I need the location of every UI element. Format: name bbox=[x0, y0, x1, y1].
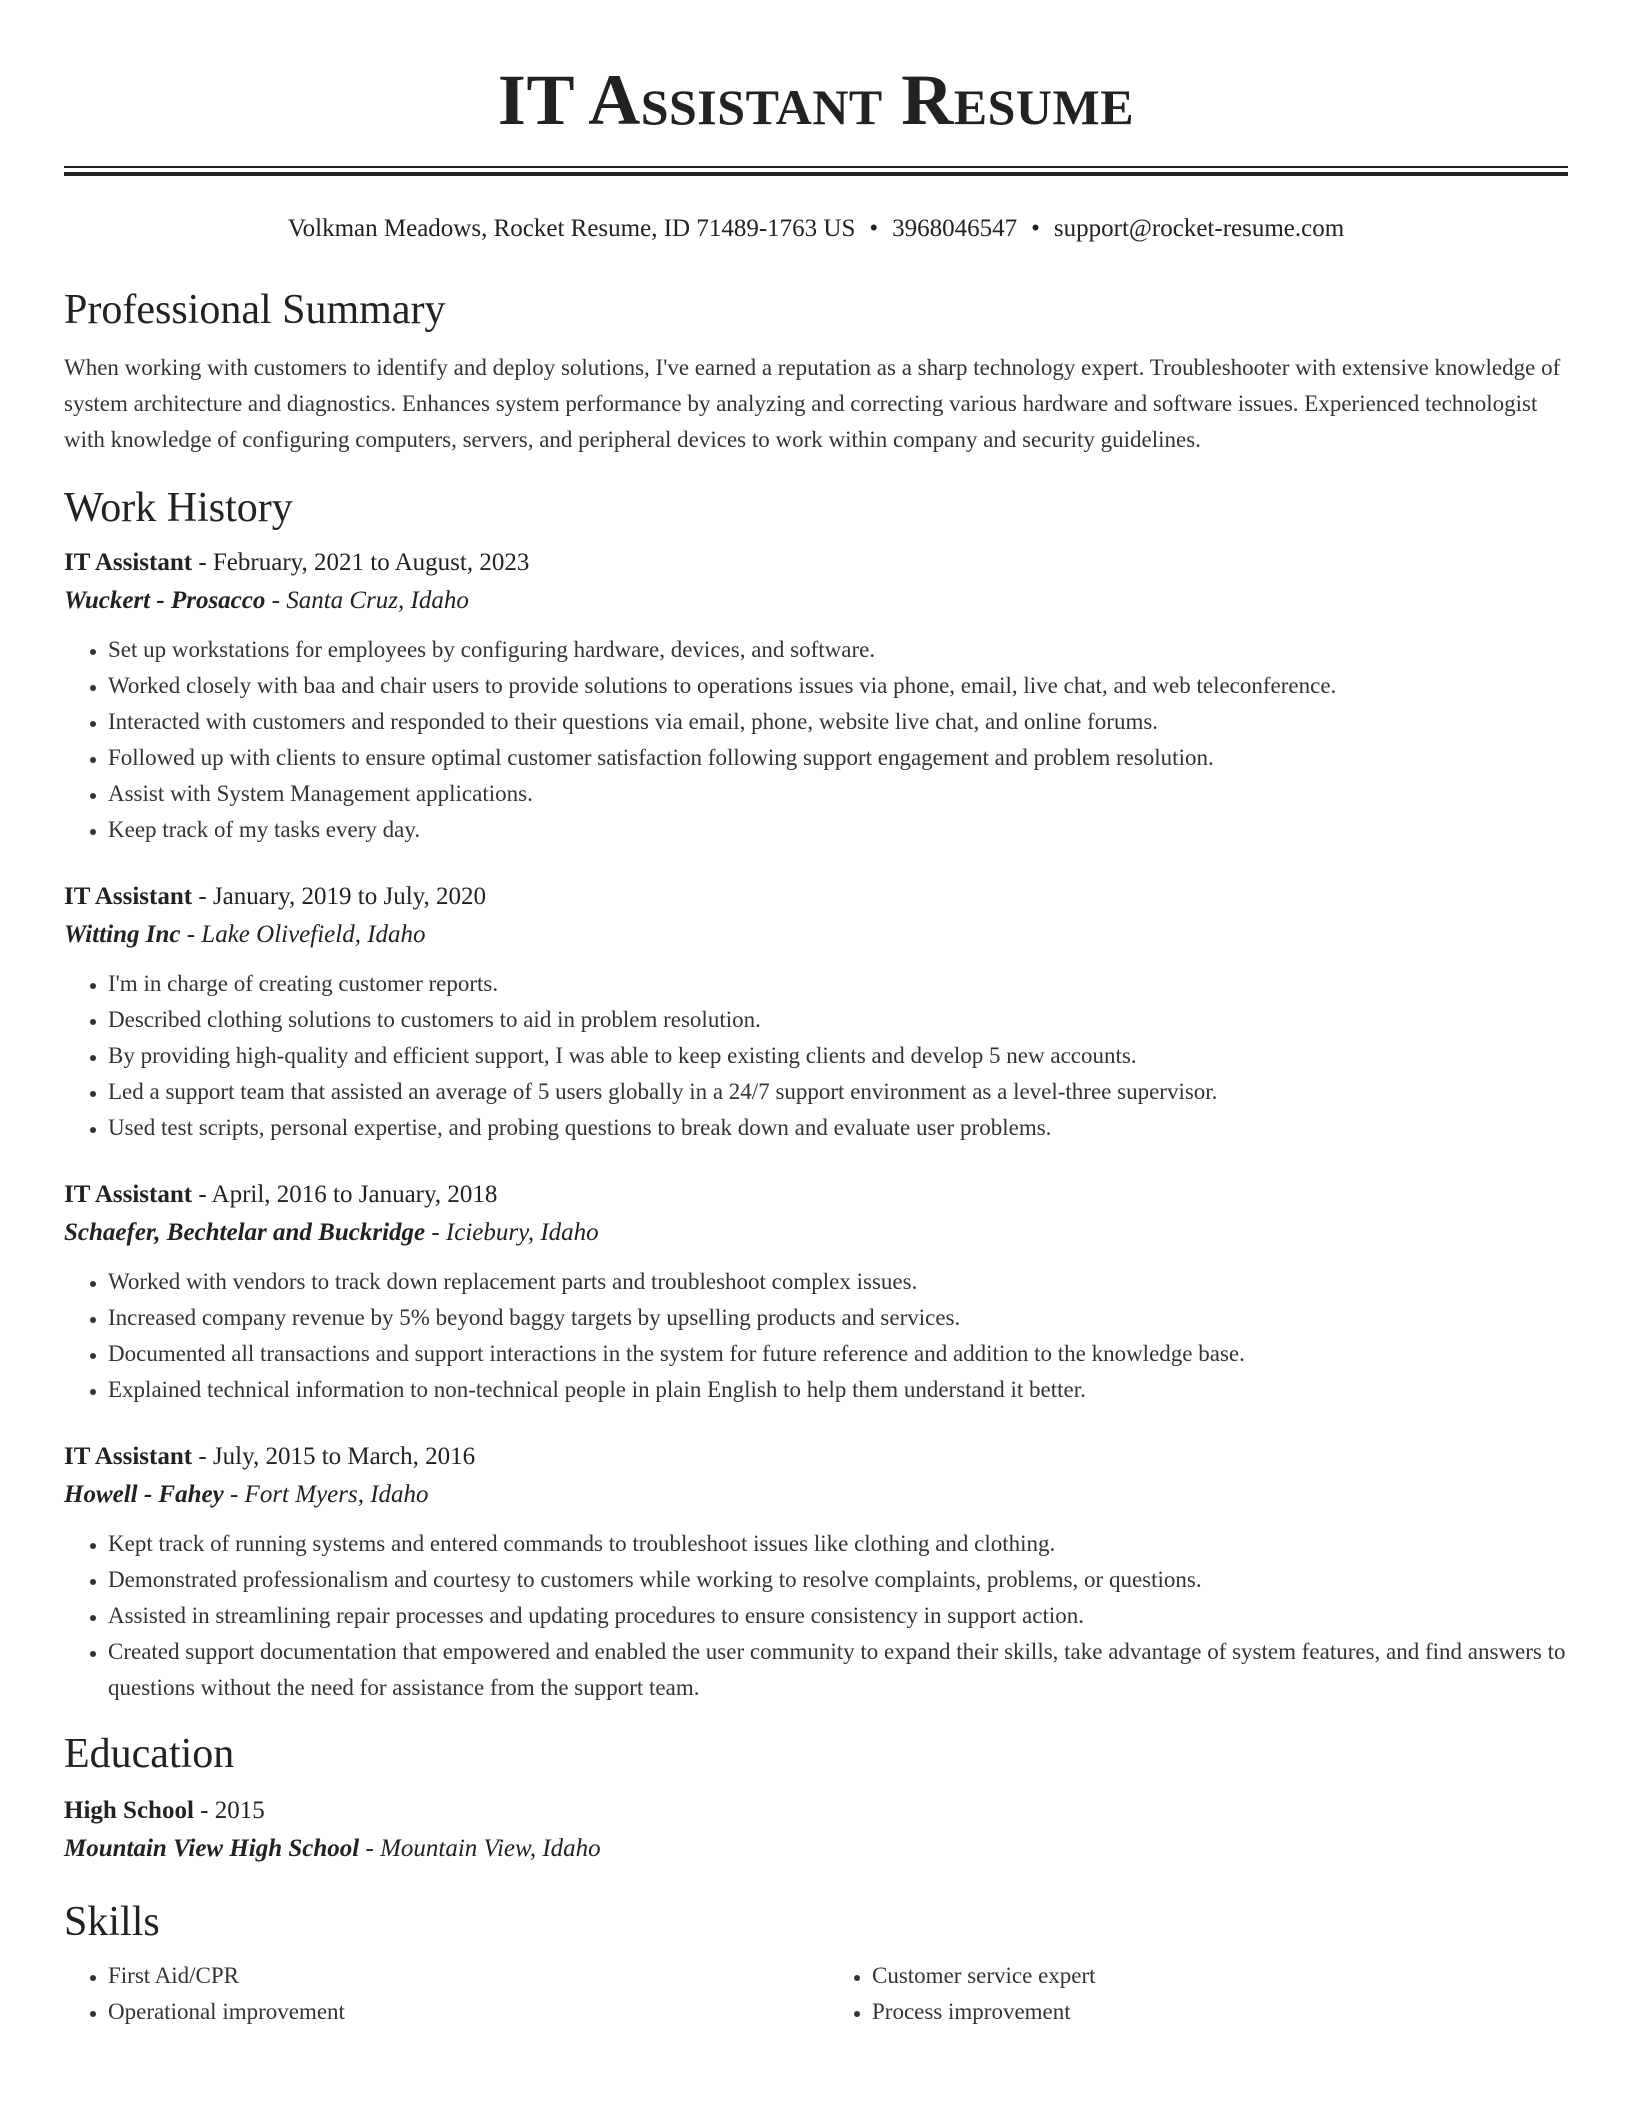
list-item: • Keep track of my tasks every day. bbox=[108, 812, 1568, 848]
contact-address: Volkman Meadows, Rocket Resume, ID 71489-1763 US bbox=[287, 215, 856, 242]
contact-phone: 3968046547 bbox=[892, 215, 1018, 242]
job-dates: - February, 2021 to August, 2023 bbox=[192, 549, 530, 576]
list-item: • Demonstrated professionalism and courtesy to customers while working to resolve complaints, problems, or questions. bbox=[108, 1562, 1568, 1598]
job-entry bbox=[64, 1438, 1568, 1706]
skills-list-right bbox=[828, 1958, 1568, 2030]
skills-list-left bbox=[64, 1958, 804, 2030]
job-company-line bbox=[64, 582, 1568, 620]
skill-item: • Customer service expert bbox=[872, 1958, 1568, 1994]
skill-item: • Process improvement bbox=[872, 1994, 1568, 2030]
skill-item: • First Aid/CPR bbox=[108, 1958, 804, 1994]
job-title-line bbox=[64, 1438, 1568, 1476]
summary-text: When working with customers to identify and deploy solutions, I've earned a reputation as a sharp technology expert. Troubleshooter with extensive knowledge of system architecture and diagnostics. Enhances system performance by analyzing and correcting various hardware and software issues. Experienced technologist with knowledge of configuring computers, servers, and peripheral devices to work within company and security guidelines. bbox=[64, 355, 1561, 452]
list-item: • Set up workstations for employees by configuring hardware, devices, and software. bbox=[108, 632, 1568, 668]
job-company: Schaefer, Bechtelar and Buckridge bbox=[64, 1219, 426, 1246]
job-role: IT Assistant bbox=[64, 883, 193, 910]
job-role: IT Assistant bbox=[64, 549, 193, 576]
job-location: - Fort Myers, Idaho bbox=[223, 1481, 429, 1508]
job-location: - Lake Olivefield, Idaho bbox=[180, 921, 426, 948]
job-bullets bbox=[64, 1526, 1568, 1706]
job-entry bbox=[64, 544, 1568, 848]
job-bullets bbox=[64, 632, 1568, 848]
job-title-line bbox=[64, 878, 1568, 916]
list-item: • Explained technical information to non-technical people in plain English to help them understand it better. bbox=[108, 1372, 1568, 1408]
job-dates: - April, 2016 to January, 2018 bbox=[192, 1181, 498, 1208]
job-role: IT Assistant bbox=[64, 1443, 193, 1470]
job-company: Wuckert - Prosacco bbox=[64, 587, 266, 614]
list-item: • Interacted with customers and responded to their questions via email, phone, website live chat, and online forums. bbox=[108, 704, 1568, 740]
list-item: • Led a support team that assisted an average of 5 users globally in a 24/7 support environment as a level-three supervisor. bbox=[108, 1074, 1568, 1110]
contact-line bbox=[64, 212, 1568, 246]
education-location: - Mountain View, Idaho bbox=[359, 1835, 601, 1862]
job-dates: - January, 2019 to July, 2020 bbox=[192, 883, 487, 910]
job-company-line bbox=[64, 1476, 1568, 1514]
contact-separator: • bbox=[1031, 215, 1040, 242]
job-bullets bbox=[64, 1264, 1568, 1408]
skill-item: • Operational improvement bbox=[108, 1994, 804, 2030]
job-location: - Santa Cruz, Idaho bbox=[265, 587, 469, 614]
list-item: • By providing high-quality and efficient support, I was able to keep existing clients and develop 5 new accounts. bbox=[108, 1038, 1568, 1074]
job-entry bbox=[64, 1176, 1568, 1408]
job-company: Howell - Fahey bbox=[64, 1481, 224, 1508]
list-item: • Documented all transactions and support interactions in the system for future reference and addition to the knowledge base. bbox=[108, 1336, 1568, 1372]
job-company: Witting Inc bbox=[64, 921, 181, 948]
list-item: • I'm in charge of creating customer reports. bbox=[108, 966, 1568, 1002]
list-item: • Used test scripts, personal expertise, and probing questions to break down and evaluate user problems. bbox=[108, 1110, 1568, 1146]
education-school: Mountain View High School bbox=[64, 1835, 360, 1862]
title-divider bbox=[64, 166, 1568, 176]
section-heading-skills: Skills bbox=[64, 1899, 160, 1945]
list-item: • Assist with System Management applications. bbox=[108, 776, 1568, 812]
education-entry bbox=[64, 1792, 1568, 1868]
contact-email[interactable]: support@rocket-resume.com bbox=[1053, 215, 1345, 242]
list-item: • Worked closely with baa and chair users to provide solutions to operations issues via phone, email, live chat, and web teleconference. bbox=[108, 668, 1568, 704]
contact-separator: • bbox=[869, 215, 879, 242]
job-company-line bbox=[64, 916, 1568, 954]
education-year: - 2015 bbox=[193, 1797, 265, 1824]
job-location: - Iciebury, Idaho bbox=[425, 1219, 599, 1246]
job-bullets bbox=[64, 966, 1568, 1146]
job-entry bbox=[64, 878, 1568, 1146]
job-role: IT Assistant bbox=[64, 1181, 193, 1208]
job-title-line bbox=[64, 544, 1568, 582]
section-heading-education: Education bbox=[64, 1731, 235, 1777]
education-degree: High School bbox=[64, 1797, 194, 1824]
list-item: • Worked with vendors to track down replacement parts and troubleshoot complex issues. bbox=[108, 1264, 1568, 1300]
job-title-line bbox=[64, 1176, 1568, 1214]
skills-grid bbox=[64, 1958, 1568, 2030]
job-dates: - July, 2015 to March, 2016 bbox=[192, 1443, 476, 1470]
section-heading-work: Work History bbox=[64, 485, 293, 531]
list-item: • Increased company revenue by 5% beyond baggy targets by upselling products and services. bbox=[108, 1300, 1568, 1336]
list-item: • Assisted in streamlining repair processes and updating procedures to ensure consistency in support action. bbox=[108, 1598, 1568, 1634]
job-company-line bbox=[64, 1214, 1568, 1252]
list-item: • Created support documentation that empowered and enabled the user community to expand their skills, take advantage of system features, and find answers to questions without the need for assistance from the support team. bbox=[108, 1634, 1568, 1706]
list-item: • Described clothing solutions to customers to aid in problem resolution. bbox=[108, 1002, 1568, 1038]
list-item: • Kept track of running systems and entered commands to troubleshoot issues like clothing and clothing. bbox=[108, 1526, 1568, 1562]
education-degree-line bbox=[64, 1792, 1568, 1830]
education-school-line bbox=[64, 1830, 1568, 1868]
resume-title: IT Assistant Resume bbox=[497, 60, 1135, 140]
list-item: • Followed up with clients to ensure optimal customer satisfaction following support engagement and problem resolution. bbox=[108, 740, 1568, 776]
section-heading-summary: Professional Summary bbox=[64, 287, 446, 333]
